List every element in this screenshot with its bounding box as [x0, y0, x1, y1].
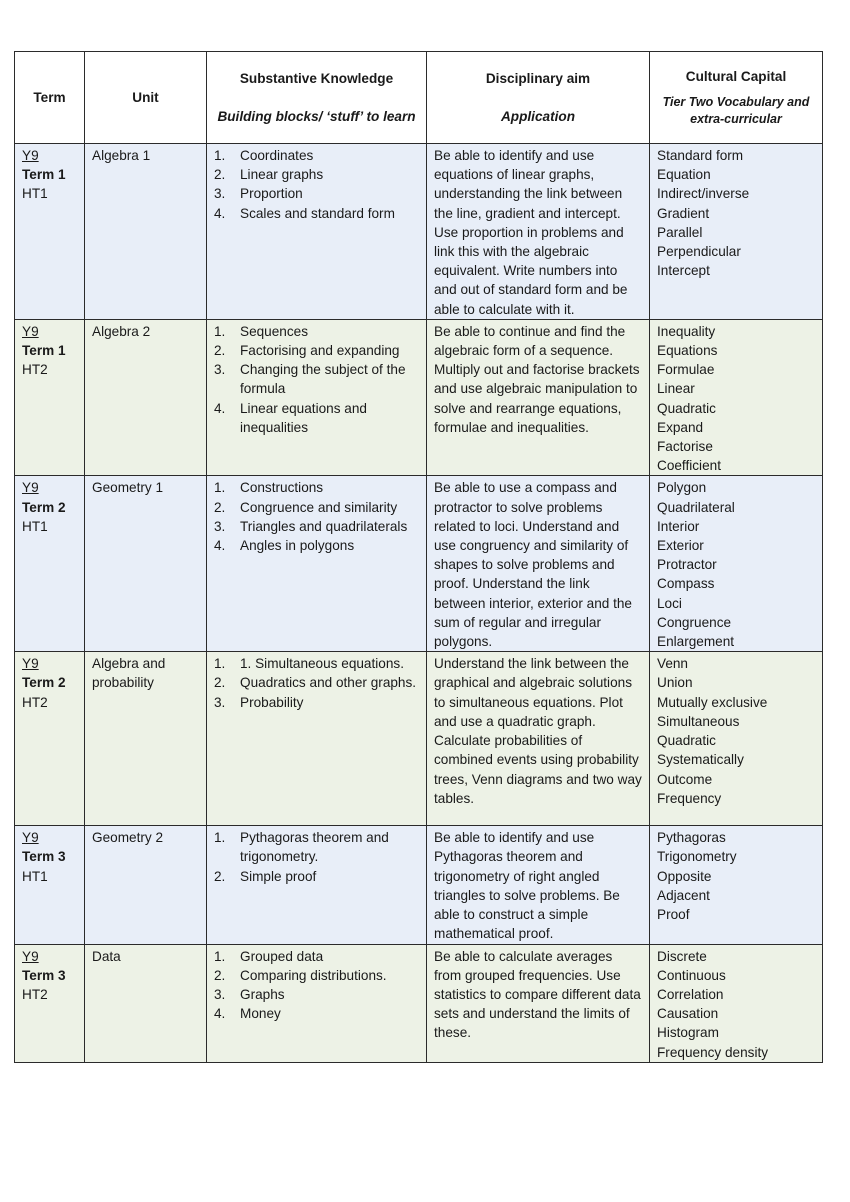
topic-text: Triangles and quadrilaterals	[240, 518, 408, 534]
topic-number: 4.	[214, 1006, 226, 1022]
table-row	[15, 826, 823, 944]
vocabulary-word: Coefficient	[657, 458, 721, 474]
vocabulary-word: Protractor	[657, 557, 717, 573]
cultural-subtitle-line-1: Tier Two Vocabulary and	[662, 94, 810, 109]
vocabulary-word: Outcome	[657, 771, 713, 787]
substantive-cell	[207, 476, 427, 652]
disciplinary-aim-cell: Be able to identify and use equations of linear graphs, understanding the link between the line, gradient and intercept. Use proportion in problems and link this with the algebraic equivalent. Write numbers into and out of standard form and be able to calculate with it.	[427, 144, 650, 320]
half-term-label: HT2	[22, 986, 48, 1002]
term-label: Term 2	[22, 499, 66, 515]
topic-item	[214, 399, 419, 437]
term-cell	[15, 652, 85, 826]
unit-cell: Data	[85, 944, 207, 1062]
vocabulary-word: Discrete	[657, 948, 707, 964]
disciplinary-aim-cell: Be able to continue and find the algebraic form of a sequence. Multiply out and factorise brackets and use algebraic manipulation to solve and rearrange equations, formulae and inequalities.	[427, 319, 650, 476]
topic-number: 2.	[214, 967, 226, 983]
header-disciplinary	[427, 52, 650, 144]
topic-number: 1.	[214, 948, 226, 964]
term-cell	[15, 144, 85, 320]
vocabulary-word: Venn	[657, 656, 688, 672]
disciplinary-title: Disciplinary aim	[485, 70, 591, 86]
topic-item	[214, 654, 419, 673]
disciplinary-aim-cell: Understand the link between the graphical and algebraic solutions to simultaneous equations. Plot and use a quadratic graph. Calculate probabilities of combined events using probability trees, Venn diagrams and two way tables.	[427, 652, 650, 826]
disciplinary-aim-cell: Be able to calculate averages from grouped frequencies. Use statistics to compare different data sets and understand the limits of these.	[427, 944, 650, 1062]
term-label: Term 3	[22, 967, 66, 983]
vocabulary-word: Frequency density	[657, 1044, 769, 1060]
vocabulary-word: Opposite	[657, 868, 712, 884]
topic-text: Changing the subject of the formula	[240, 362, 406, 397]
vocabulary-word: Pythagoras	[657, 830, 726, 846]
topic-item	[214, 204, 419, 223]
vocabulary-word: Compass	[657, 576, 715, 592]
half-term-label: HT1	[22, 868, 48, 884]
topic-number: 1.	[214, 323, 226, 339]
topic-number: 4.	[214, 538, 226, 554]
topic-text: Constructions	[240, 480, 324, 496]
topic-number: 1.	[214, 480, 226, 496]
header-cultural	[650, 52, 823, 144]
term-cell	[15, 319, 85, 476]
year-label: Y9	[22, 656, 39, 672]
vocabulary-word: Intercept	[657, 263, 710, 279]
vocabulary-word: Trigonometry	[657, 849, 737, 865]
vocabulary-word: Correlation	[657, 986, 724, 1002]
topic-text: Probability	[240, 694, 304, 710]
half-term-label: HT1	[22, 518, 48, 534]
half-term-label: HT2	[22, 694, 48, 710]
vocabulary-word: Exterior	[657, 538, 704, 554]
vocabulary-word: Interior	[657, 518, 700, 534]
topic-item	[214, 146, 419, 165]
table-row	[15, 944, 823, 1062]
topic-text: Graphs	[240, 986, 285, 1002]
vocabulary-word: Simultaneous	[657, 713, 740, 729]
disciplinary-aim-cell: Be able to use a compass and protractor to solve problems related to loci. Understand and use congruency and similarity of shapes to solve problems and proof. Understand the link between interior, exterior and the sum of regular and irregular polygons.	[427, 476, 650, 652]
topic-text: Sequences	[240, 323, 309, 339]
term-label: Term 3	[22, 849, 66, 865]
topic-text: Linear graphs	[240, 167, 324, 183]
topic-text: Linear equations and inequalities	[240, 400, 367, 435]
vocabulary-word: Congruence	[657, 614, 732, 630]
vocabulary-word: Enlargement	[657, 634, 735, 650]
topic-list	[214, 322, 419, 437]
topic-item	[214, 693, 419, 712]
topic-number: 1.	[214, 656, 226, 672]
topic-number: 2.	[214, 499, 226, 515]
half-term-label: HT1	[22, 186, 48, 202]
vocabulary-word: Gradient	[657, 205, 710, 221]
vocabulary-word: Histogram	[657, 1025, 719, 1041]
topic-item	[214, 498, 419, 517]
vocabulary-word: Frequency	[657, 790, 722, 806]
unit-cell: Algebra 1	[85, 144, 207, 320]
topic-item	[214, 517, 419, 536]
substantive-cell	[207, 144, 427, 320]
topic-list	[214, 654, 419, 712]
topic-text: Proportion	[240, 186, 303, 202]
unit-cell: Algebra 2	[85, 319, 207, 476]
cultural-subtitle-line-2: extra-curricular	[690, 111, 782, 126]
topic-number: 4.	[214, 205, 226, 221]
vocabulary-cell	[650, 319, 823, 476]
topic-list	[214, 828, 419, 886]
topic-text: Angles in polygons	[240, 538, 355, 554]
header-term: Term	[15, 52, 85, 144]
substantive-subtitle: Building blocks/ ‘stuff’ to learn	[217, 108, 416, 124]
substantive-cell	[207, 944, 427, 1062]
topic-list	[214, 478, 419, 555]
vocabulary-word: Inequality	[657, 323, 716, 339]
topic-number: 2.	[214, 167, 226, 183]
vocabulary-word: Expand	[657, 419, 704, 435]
vocabulary-word: Factorise	[657, 439, 713, 455]
table-row	[15, 319, 823, 476]
vocabulary-word: Formulae	[657, 362, 715, 378]
vocabulary-word: Linear	[657, 381, 695, 397]
year-label: Y9	[22, 148, 39, 163]
vocabulary-word: Causation	[657, 1006, 719, 1022]
vocabulary-word: Polygon	[657, 480, 707, 496]
term-cell	[15, 826, 85, 944]
vocabulary-word: Quadrilateral	[657, 499, 735, 515]
topic-list	[214, 146, 419, 223]
curriculum-table	[14, 51, 823, 1063]
vocabulary-word: Standard form	[657, 148, 744, 163]
topic-text: Quadratics and other graphs.	[240, 675, 417, 691]
vocabulary-word: Parallel	[657, 224, 703, 240]
vocabulary-word: Systematically	[657, 752, 744, 768]
year-label: Y9	[22, 830, 39, 846]
vocabulary-word: Equation	[657, 167, 711, 183]
topic-number: 2.	[214, 868, 226, 884]
vocabulary-word: Union	[657, 675, 693, 691]
vocabulary-cell	[650, 826, 823, 944]
header-substantive	[207, 52, 427, 144]
term-cell	[15, 476, 85, 652]
table-row	[15, 476, 823, 652]
half-term-label: HT2	[22, 362, 48, 378]
topic-number: 3.	[214, 186, 226, 202]
topic-item	[214, 341, 419, 360]
vocabulary-word: Indirect/inverse	[657, 186, 750, 202]
vocabulary-cell	[650, 652, 823, 826]
cultural-title: Cultural Capital	[685, 68, 787, 84]
substantive-title: Substantive Knowledge	[239, 70, 394, 86]
term-label: Term 2	[22, 675, 66, 691]
topic-number: 1.	[214, 148, 226, 163]
topic-number: 2.	[214, 343, 226, 359]
topic-list	[214, 947, 419, 1024]
topic-text: Coordinates	[240, 148, 314, 163]
topic-text: Comparing distributions.	[240, 967, 387, 983]
vocabulary-cell	[650, 144, 823, 320]
topic-item	[214, 947, 419, 966]
header-unit: Unit	[85, 52, 207, 144]
substantive-cell	[207, 652, 427, 826]
term-label: Term 1	[22, 167, 66, 183]
topic-text: Money	[240, 1006, 281, 1022]
topic-item	[214, 1004, 419, 1023]
substantive-cell	[207, 826, 427, 944]
vocabulary-word: Adjacent	[657, 887, 710, 903]
table-row	[15, 144, 823, 320]
vocabulary-word: Quadratic	[657, 400, 716, 416]
term-label: Term 1	[22, 343, 66, 359]
topic-text: 1. Simultaneous equations.	[240, 656, 404, 672]
disciplinary-aim-cell: Be able to identify and use Pythagoras theorem and trigonometry of right angled triangles to solve problems. Be able to construct a simple mathematical proof.	[427, 826, 650, 944]
vocabulary-word: Continuous	[657, 967, 726, 983]
vocabulary-word: Proof	[657, 907, 690, 923]
topic-text: Simple proof	[240, 868, 317, 884]
header-row	[15, 52, 823, 144]
topic-number: 1.	[214, 830, 226, 846]
topic-item	[214, 985, 419, 1004]
unit-cell: Algebra and probability	[85, 652, 207, 826]
topic-item	[214, 184, 419, 203]
topic-number: 3.	[214, 518, 226, 534]
topic-number: 3.	[214, 362, 226, 378]
topic-number: 3.	[214, 694, 226, 710]
topic-item	[214, 478, 419, 497]
topic-text: Pythagoras theorem and trigonometry.	[240, 830, 389, 865]
vocabulary-cell	[650, 944, 823, 1062]
topic-text: Factorising and expanding	[240, 343, 400, 359]
vocabulary-cell	[650, 476, 823, 652]
vocabulary-word: Mutually exclusive	[657, 694, 768, 710]
topic-item	[214, 322, 419, 341]
topic-item	[214, 165, 419, 184]
topic-item	[214, 360, 419, 398]
topic-text: Scales and standard form	[240, 205, 395, 221]
term-cell	[15, 944, 85, 1062]
topic-item	[214, 673, 419, 692]
disciplinary-subtitle: Application	[500, 108, 575, 124]
vocabulary-word: Loci	[657, 595, 682, 611]
year-label: Y9	[22, 948, 39, 964]
topic-item	[214, 867, 419, 886]
topic-item	[214, 828, 419, 866]
unit-cell: Geometry 1	[85, 476, 207, 652]
table-row	[15, 652, 823, 826]
topic-text: Grouped data	[240, 948, 324, 964]
topic-number: 3.	[214, 986, 226, 1002]
substantive-cell	[207, 319, 427, 476]
topic-item	[214, 966, 419, 985]
vocabulary-word: Quadratic	[657, 733, 716, 749]
topic-number: 2.	[214, 675, 226, 691]
year-label: Y9	[22, 480, 39, 496]
vocabulary-word: Equations	[657, 343, 718, 359]
topic-number: 4.	[214, 400, 226, 416]
vocabulary-word: Perpendicular	[657, 244, 741, 260]
topic-text: Congruence and similarity	[240, 499, 398, 515]
year-label: Y9	[22, 323, 39, 339]
unit-cell: Geometry 2	[85, 826, 207, 944]
topic-item	[214, 536, 419, 555]
